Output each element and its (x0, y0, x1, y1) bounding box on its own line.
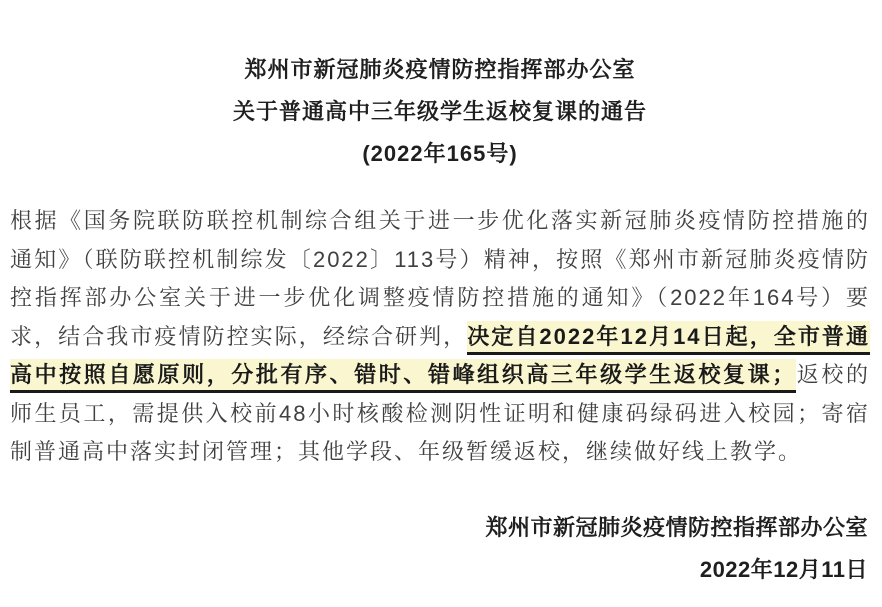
notice-title-issuer: 郑州市新冠肺炎疫情防控指挥部办公室 (244, 57, 636, 82)
signature-date: 2022年12月11日 (699, 556, 868, 582)
signature-issuer: 郑州市新冠肺炎疫情防控指挥部办公室 (485, 514, 868, 540)
highlighted-decision-text: 决定自2022年12月14日起，全市普通高中按照自愿原则，分批有序、错时、错峰组织高三年级学生返校复课； (10, 321, 870, 394)
body-text-before-highlight: 根据《国务院联防联控机制综合组关于进一步优化落实新冠肺炎疫情防控措施的通知》（联防联控机制综发〔2022〕113号）精神，按照《郑州市新冠肺炎疫情防控指挥部办公室关于进一步优化调整疫情防控措施的通知》（2022年164号）要求，结合我市疫情防控实际，经综合研判， (10, 208, 870, 349)
notice-body-paragraph (10, 202, 870, 472)
notice-doc-number: (2022年165号) (362, 141, 518, 166)
notice-header (10, 49, 870, 175)
body-text-after-highlight: 返校的师生员工，需提供入校前48小时核酸检测阴性证明和健康码绿码进入校园；寄宿制普通高中落实封闭管理；其他学段、年级暂缓返校，继续做好线上教学。 (10, 362, 870, 464)
notice-signature-block (10, 507, 870, 591)
notice-title-subject: 关于普通高中三年级学生返校复课的通告 (232, 99, 647, 124)
